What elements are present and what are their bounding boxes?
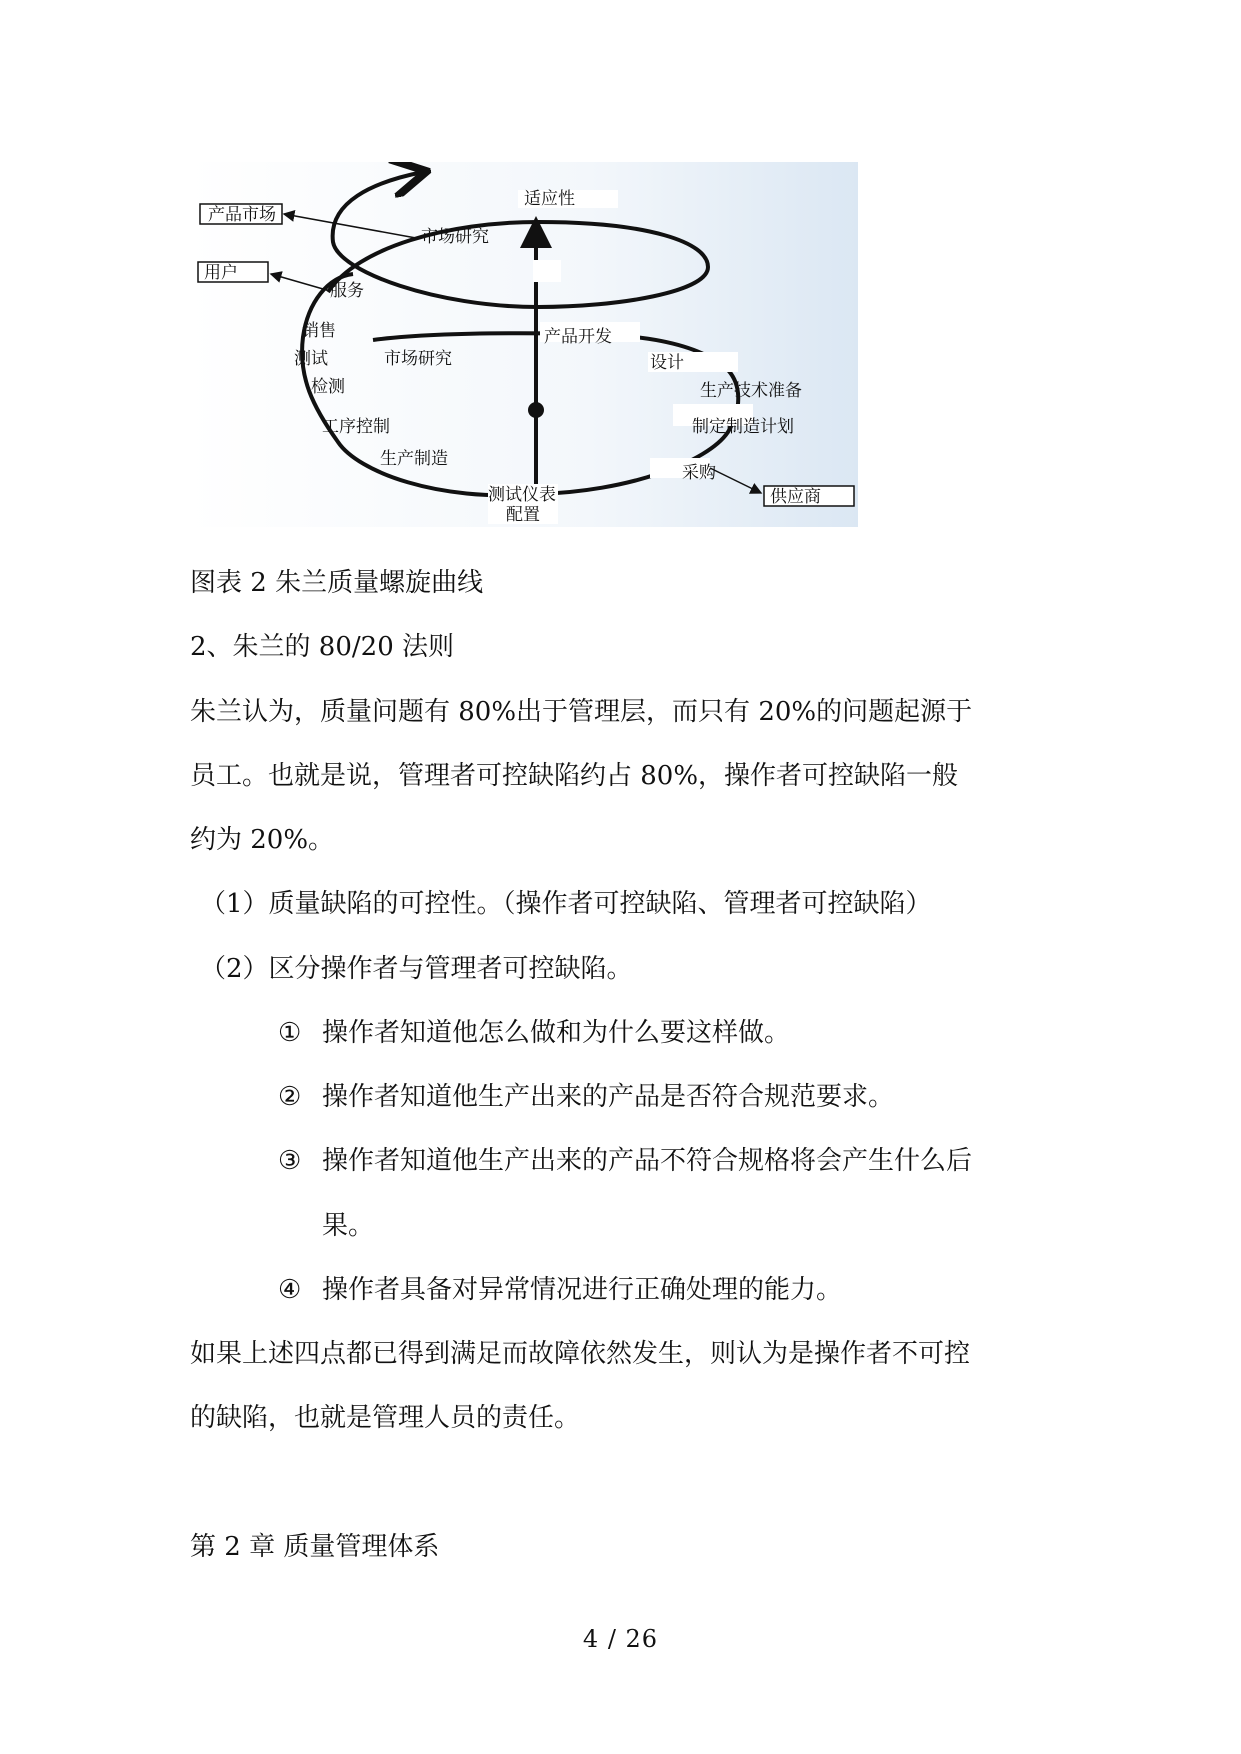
paragraph-line: 的缺陷，也就是管理人员的责任。 — [190, 1403, 581, 1433]
list-item-number: ④ — [278, 1275, 302, 1305]
process-control-label: 工序控制 — [322, 417, 390, 437]
inspect-label: 检测 — [311, 377, 345, 397]
paragraph-line: 如果上述四点都已得到满足而故障依然发生，则认为是操作者不可控 — [190, 1339, 971, 1369]
user-label: 用户 — [204, 263, 238, 283]
configuration-label: 配置 — [506, 505, 540, 525]
list-item — [278, 1273, 842, 1307]
supplier-label: 供应商 — [770, 487, 821, 507]
section-heading: 2、朱兰的 80/20 法则 — [190, 632, 454, 662]
market-research-top-label: 市场研究 — [421, 227, 489, 247]
figure-caption: 图表 2 朱兰质量螺旋曲线 — [190, 568, 484, 598]
page-number: 4 / 26 — [582, 1625, 659, 1653]
list-item — [278, 1080, 894, 1114]
test-label: 测试 — [294, 349, 328, 369]
paragraph-line: 员工。也就是说，管理者可控缺陷约占 80%，操作者可控缺陷一般 — [190, 761, 959, 791]
market-research-bottom-label: 市场研究 — [384, 349, 452, 369]
test-instrument-label: 测试仪表 — [488, 485, 556, 505]
manufacturing-plan-label: 制定制造计划 — [692, 417, 794, 437]
list-item-text: 操作者知道他生产出来的产品是否符合规范要求。 — [322, 1082, 895, 1112]
point-2: （2）区分操作者与管理者可控缺陷。 — [200, 954, 633, 984]
product-market-label: 产品市场 — [208, 205, 276, 225]
chapter-heading: 第 2 章 质量管理体系 — [190, 1532, 440, 1562]
paragraph-line: 约为 20%。 — [190, 825, 335, 855]
label-patch — [533, 260, 561, 282]
list-item — [278, 1144, 972, 1178]
production-label: 生产制造 — [380, 449, 448, 469]
purchase-label: 采购 — [682, 463, 716, 483]
tech-preparation-label: 生产技术准备 — [700, 381, 802, 401]
list-item-number: ② — [278, 1082, 302, 1112]
list-item-text: 操作者具备对异常情况进行正确处理的能力。 — [322, 1275, 843, 1305]
point-1: （1）质量缺陷的可控性。（操作者可控缺陷、管理者可控缺陷） — [200, 889, 932, 919]
list-item-number: ① — [278, 1018, 302, 1048]
list-item-continuation: 果。 — [322, 1211, 375, 1241]
list-item-text: 操作者知道他生产出来的产品不符合规格将会产生什么后 — [322, 1146, 973, 1176]
paragraph-line: 朱兰认为，质量问题有 80%出于管理层，而只有 20%的问题起源于 — [190, 697, 973, 727]
juran-spiral-figure — [188, 162, 858, 527]
spiral-diagram — [188, 162, 858, 527]
list-item-text: 操作者知道他怎么做和为什么要这样做。 — [322, 1018, 791, 1048]
figure-background — [188, 162, 858, 527]
axis-dot — [528, 402, 544, 418]
product-development-label: 产品开发 — [544, 327, 612, 347]
list-item-number: ③ — [278, 1146, 302, 1176]
design-label: 设计 — [650, 353, 684, 373]
adaptability-label: 适应性 — [524, 189, 575, 209]
sales-label: 销售 — [302, 321, 336, 341]
list-item — [278, 1016, 790, 1050]
service-label: 服务 — [330, 281, 364, 301]
